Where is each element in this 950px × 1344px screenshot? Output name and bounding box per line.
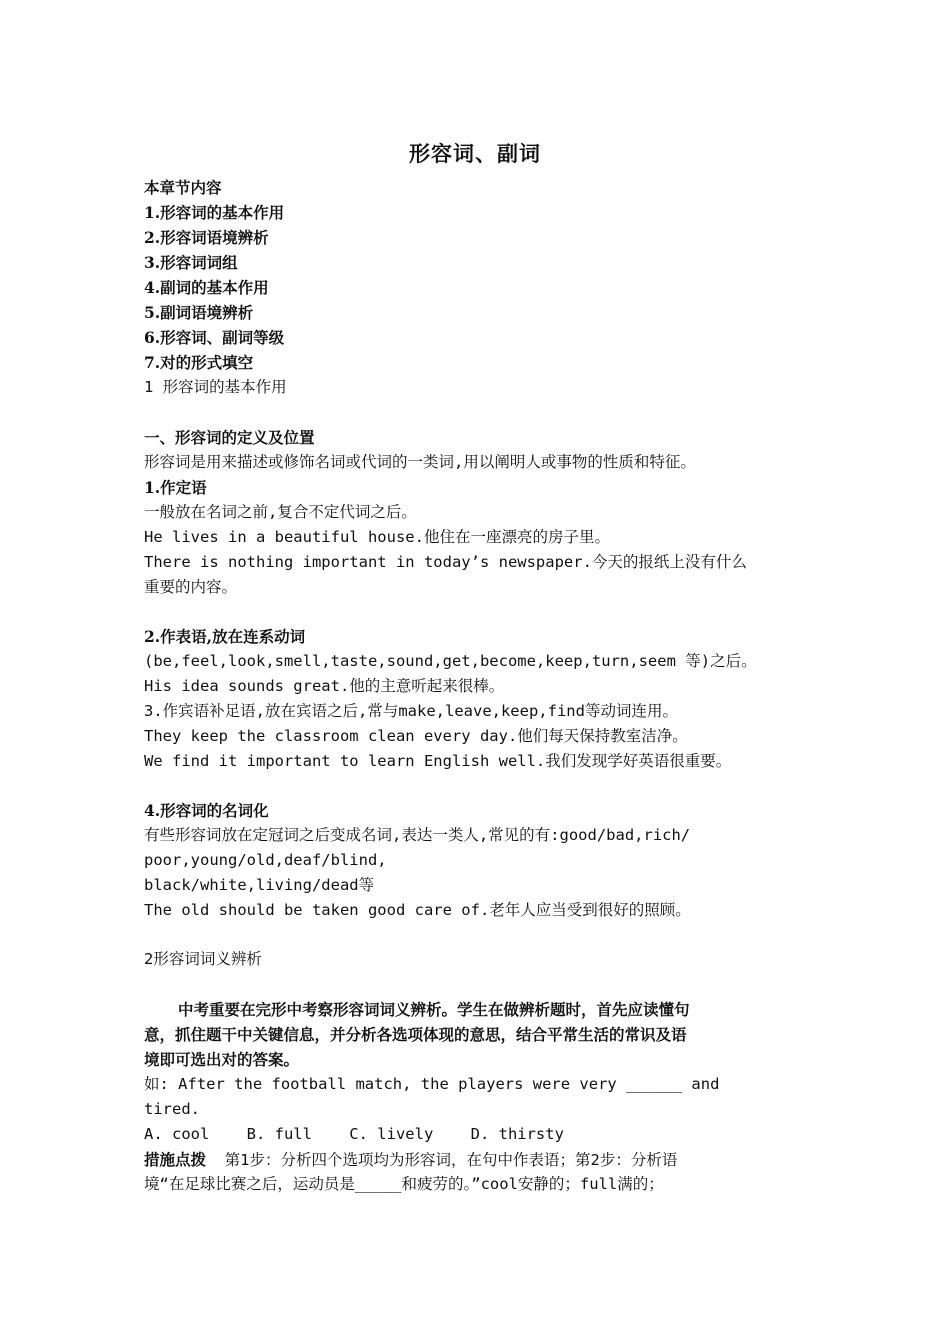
example-sentence: He lives in a beautiful house.他住在一座漂亮的房子里。 bbox=[144, 528, 610, 546]
subheading: 4.形容词的名词化 bbox=[144, 801, 269, 820]
body-text: 有些形容词放在定冠词之后变成名词,表达一类人,常见的有:good/bad,rich/ bbox=[144, 826, 691, 844]
toc-item: 7.对的形式填空 bbox=[144, 353, 254, 372]
body-paragraph: 中考重要在完形中考察形容词词义辨析。学生在做辨析题时，首先应读懂句 bbox=[178, 1000, 690, 1019]
example-sentence: We find it important to learn English well.我们发现学好英语很重要。 bbox=[144, 752, 732, 770]
tip-label: 措施点拨 bbox=[144, 1150, 207, 1169]
toc-item: 3.形容词词组 bbox=[144, 253, 238, 272]
toc-item: 2.形容词语境辨析 bbox=[144, 228, 269, 247]
example-sentence: His idea sounds great.他的主意听起来很棒。 bbox=[144, 677, 505, 695]
tip-text: 第1步：分析四个选项均为形容词，在句中作表语；第2步：分析语 bbox=[206, 1151, 678, 1169]
toc-item: 6.形容词、副词等级 bbox=[144, 328, 285, 347]
definition-text: 形容词是用来描述或修饰名词或代词的一类词,用以阐明人或事物的性质和特征。 bbox=[144, 453, 696, 471]
body-text: 一般放在名词之前,复合不定代词之后。 bbox=[144, 503, 417, 521]
page-title: 形容词、副词 bbox=[409, 141, 541, 166]
example-sentence: There is nothing important in today’s newspaper.今天的报纸上没有什么 bbox=[144, 553, 747, 571]
toc-item: 1.形容词的基本作用 bbox=[144, 203, 285, 222]
example-sentence: They keep the classroom clean every day.他们每天保持教室洁净。 bbox=[144, 727, 688, 745]
example-sentence: The old should be taken good care of.老年人应当受到很好的照顾。 bbox=[144, 901, 691, 919]
body-paragraph: 意，抓住题干中关键信息，并分析各选项体现的意思，结合平常生活的常识及语 bbox=[144, 1025, 687, 1044]
body-text: poor,young/old,deaf/blind, bbox=[144, 851, 387, 869]
example-question: tired. bbox=[144, 1100, 200, 1118]
body-text: black/white,living/dead等 bbox=[144, 876, 375, 894]
answer-options: A. cool B. full C. lively D. thirsty bbox=[144, 1125, 564, 1143]
section-heading: 一、形容词的定义及位置 bbox=[144, 428, 315, 447]
tip-paragraph bbox=[144, 1147, 814, 1173]
body-text: (be,feel,look,smell,taste,sound,get,become,keep,turn,seem 等)之后。 bbox=[144, 652, 757, 670]
toc-item: 5.副词语境辨析 bbox=[144, 303, 254, 322]
example-question: 如: After the football match, the players were very ______ and bbox=[144, 1075, 720, 1093]
section-label: 2形容词词义辨析 bbox=[144, 950, 262, 968]
toc-heading: 本章节内容 bbox=[144, 178, 222, 197]
toc-item: 4.副词的基本作用 bbox=[144, 278, 269, 297]
subheading: 1.作定语 bbox=[144, 478, 207, 497]
body-text: 3.作宾语补足语,放在宾语之后,常与make,leave,keep,find等动词连用。 bbox=[144, 702, 678, 720]
body-paragraph: 境即可选出对的答案。 bbox=[144, 1050, 300, 1069]
tip-text: 境“在足球比赛之后，运动员是_____和疲劳的。”cool安静的；full满的； bbox=[144, 1175, 664, 1193]
example-sentence: 重要的内容。 bbox=[144, 578, 238, 596]
subheading: 2.作表语,放在连系动词 bbox=[144, 627, 306, 646]
section-label: 1 形容词的基本作用 bbox=[144, 378, 287, 396]
